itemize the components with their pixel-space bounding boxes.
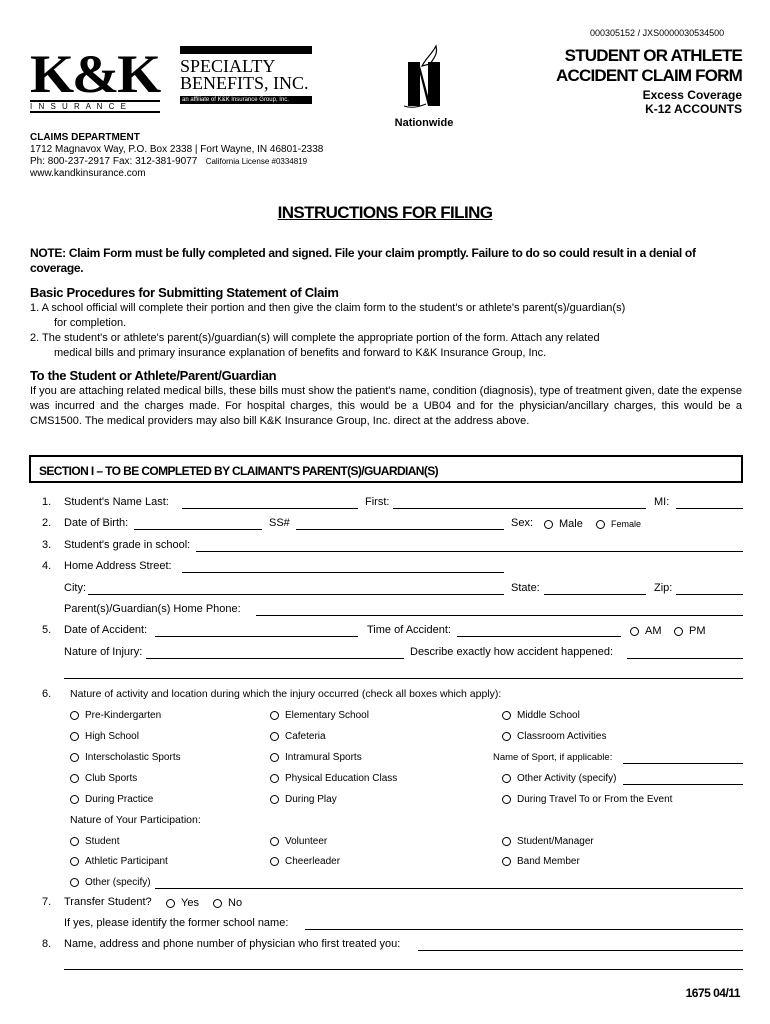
checkbox-elementary-school[interactable]: Elementary School	[270, 710, 369, 721]
other-participation-field[interactable]	[155, 888, 743, 889]
dob-field[interactable]	[134, 529, 262, 530]
transfer-yes-radio[interactable]: Yes	[166, 897, 199, 909]
zip-label: Zip:	[654, 582, 673, 594]
middle-initial-label: MI:	[654, 496, 670, 508]
note-text: NOTE: Claim Form must be fully completed and signed. File your claim promptly. Failure to do so could result in a denial of coverage.	[30, 246, 696, 275]
radio-circle-icon	[70, 878, 79, 887]
radio-circle-icon	[166, 899, 175, 908]
participation-label: Nature of Your Participation:	[70, 814, 201, 826]
nature-of-injury-field[interactable]	[146, 658, 404, 659]
last-name-field[interactable]	[182, 508, 358, 509]
radio-circle-icon	[502, 795, 511, 804]
nationwide-eagle-icon	[396, 44, 452, 114]
ssn-field[interactable]	[296, 529, 504, 530]
to-student-text: If you are attaching related medical bills, these bills must show the patient's name, condition (diagnosis), type of treatment given, date the expense was incurred and the charges made. For hospital charges, this would be a UB04 and for the physician/ancillary charges, this would be a CMS1500. The medical providers may also bill K&K Insurance Group, Inc. direct at the address above.	[30, 385, 742, 427]
am-radio[interactable]: AM	[630, 625, 662, 637]
radio-circle-icon	[270, 774, 279, 783]
section-1-header: SECTION I – TO BE COMPLETED BY CLAIMANT'S PARENT(S)/GUARDIAN(S)	[29, 455, 743, 483]
basic-procedures-heading: Basic Procedures for Submitting Statement of Claim	[30, 285, 339, 300]
radio-circle-icon	[674, 627, 683, 636]
home-phone-field[interactable]	[256, 615, 743, 616]
radio-circle-icon	[270, 711, 279, 720]
transfer-no-radio[interactable]: No	[213, 897, 242, 909]
checkbox-student-manager[interactable]: Student/Manager	[502, 836, 594, 847]
date-of-accident-label: Date of Accident:	[64, 624, 148, 636]
checkbox-cafeteria[interactable]: Cafeteria	[270, 731, 326, 742]
radio-circle-icon	[70, 795, 79, 804]
checkbox-club-sports[interactable]: Club Sports	[70, 773, 137, 784]
former-school-field[interactable]	[305, 929, 743, 930]
radio-circle-icon	[213, 899, 222, 908]
checkbox-other-participation[interactable]: Other (specify)	[70, 877, 151, 888]
checkbox-intramural-sports[interactable]: Intramural Sports	[270, 752, 362, 763]
radio-circle-icon	[502, 774, 511, 783]
checkbox-during-practice[interactable]: During Practice	[70, 794, 153, 805]
field-number: 7.	[42, 896, 52, 908]
radio-circle-icon	[270, 732, 279, 741]
date-of-accident-field[interactable]	[155, 636, 358, 637]
radio-circle-icon	[630, 627, 639, 636]
checkbox-classroom-activities[interactable]: Classroom Activities	[502, 731, 606, 742]
procedure-item-2-cont: medical bills and primary insurance explanation of benefits and forward to K&K Insurance Group, Inc.	[54, 347, 547, 359]
checkbox-during-play[interactable]: During Play	[270, 794, 337, 805]
sport-name-label: Name of Sport, if applicable:	[493, 752, 613, 763]
to-student-heading: To the Student or Athlete/Parent/Guardian	[30, 368, 277, 383]
field-number: 5.	[42, 624, 52, 636]
checkbox-volunteer[interactable]: Volunteer	[270, 836, 327, 847]
describe-accident-field-2[interactable]	[64, 678, 743, 679]
grade-label: Student's grade in school:	[64, 539, 191, 551]
sex-label: Sex:	[511, 517, 534, 529]
checkbox-interscholastic-sports[interactable]: Interscholastic Sports	[70, 752, 181, 763]
checkbox-athletic-participant[interactable]: Athletic Participant	[70, 856, 168, 867]
form-code: 1675 04/11	[685, 986, 740, 1000]
grade-field[interactable]	[196, 551, 743, 552]
radio-circle-icon	[70, 711, 79, 720]
procedure-item-2: 2. The student's or athlete's parent(s)/guardian(s) will complete the appropriate portion of the form. Attach any related	[30, 332, 600, 344]
checkbox-physical-education[interactable]: Physical Education Class	[270, 773, 397, 784]
checkbox-pre-kindergarten[interactable]: Pre-Kindergarten	[70, 710, 161, 721]
transfer-student-label: Transfer Student?	[64, 896, 152, 908]
first-name-field[interactable]	[393, 508, 646, 509]
last-name-label: Student's Name Last:	[64, 496, 169, 508]
describe-accident-field[interactable]	[627, 658, 743, 659]
checkbox-other-activity[interactable]: Other Activity (specify)	[502, 773, 616, 784]
street-field[interactable]	[182, 572, 504, 573]
kk-logo: K&K I N S U R A N C E	[30, 44, 160, 111]
claims-department-info: CLAIMS DEPARTMENT 1712 Magnavox Way, P.O. Box 2338 | Fort Wayne, IN 46801-2338 Ph: 800-237-2917 Fax: 312-381-9077 California License #0334819 www.kandkinsurance.com	[30, 132, 324, 179]
radio-circle-icon	[270, 837, 279, 846]
radio-circle-icon	[70, 774, 79, 783]
first-name-label: First:	[365, 496, 390, 508]
specialty-benefits-logo: SPECIALTY BENEFITS, INC. an affiliate of K&K Insurance Group, Inc.	[180, 46, 312, 104]
field-number: 6.	[42, 688, 52, 700]
radio-circle-icon	[502, 837, 511, 846]
checkbox-high-school[interactable]: High School	[70, 731, 139, 742]
state-field[interactable]	[544, 594, 646, 595]
radio-circle-icon	[70, 732, 79, 741]
procedure-item-1: 1. A school official will complete their portion and then give the claim form to the student's or athlete's parent(s)/guardian(s)	[30, 302, 626, 314]
field-number: 2.	[42, 517, 52, 529]
physician-field-2[interactable]	[64, 969, 743, 970]
procedure-item-1-cont: for completion.	[54, 317, 127, 329]
physician-field[interactable]	[418, 950, 743, 951]
radio-circle-icon	[544, 520, 553, 529]
radio-circle-icon	[270, 857, 279, 866]
radio-circle-icon	[596, 520, 605, 529]
home-phone-label: Parent(s)/Guardian(s) Home Phone:	[64, 603, 241, 615]
city-field[interactable]	[88, 594, 504, 595]
field-number: 1.	[42, 496, 52, 508]
field-number: 3.	[42, 539, 52, 551]
radio-circle-icon	[502, 711, 511, 720]
state-label: State:	[511, 582, 540, 594]
radio-circle-icon	[270, 753, 279, 762]
field-number: 8.	[42, 938, 52, 950]
former-school-label: If yes, please identify the former school name:	[64, 917, 289, 929]
dob-label: Date of Birth:	[64, 517, 129, 529]
checkbox-cheerleader[interactable]: Cheerleader	[270, 856, 340, 867]
radio-circle-icon	[70, 837, 79, 846]
instructions-title: INSTRUCTIONS FOR FILING	[277, 203, 493, 222]
radio-circle-icon	[502, 857, 511, 866]
radio-circle-icon	[70, 857, 79, 866]
field-number: 4.	[42, 560, 52, 572]
street-label: Home Address Street:	[64, 560, 172, 572]
describe-accident-label: Describe exactly how accident happened:	[410, 646, 614, 658]
ssn-label: SS#	[269, 517, 290, 529]
sport-name-field[interactable]	[623, 763, 743, 764]
physician-label: Name, address and phone number of physician who first treated you:	[64, 938, 401, 950]
radio-circle-icon	[270, 795, 279, 804]
basic-procedures-list	[30, 301, 742, 361]
female-radio[interactable]: Female	[596, 519, 641, 529]
pm-radio[interactable]: PM	[674, 625, 706, 637]
male-radio[interactable]: Male	[544, 518, 583, 530]
time-of-accident-field[interactable]	[457, 636, 621, 637]
checkbox-band-member[interactable]: Band Member	[502, 856, 580, 867]
checkbox-student[interactable]: Student	[70, 836, 119, 847]
time-of-accident-label: Time of Accident:	[367, 624, 451, 636]
document-id: 000305152 / JXS0000030534500	[590, 28, 725, 38]
radio-circle-icon	[502, 732, 511, 741]
other-activity-field[interactable]	[623, 784, 743, 785]
nature-of-injury-label: Nature of Injury:	[64, 646, 143, 658]
radio-circle-icon	[70, 753, 79, 762]
nationwide-logo: Nationwide	[386, 44, 462, 129]
middle-initial-field[interactable]	[676, 508, 743, 509]
zip-field[interactable]	[676, 594, 743, 595]
activity-label: Nature of activity and location during which the injury occurred (check all boxes which apply):	[70, 688, 502, 700]
checkbox-middle-school[interactable]: Middle School	[502, 710, 580, 721]
city-label: City:	[64, 582, 86, 594]
checkbox-during-travel[interactable]: During Travel To or From the Event	[502, 794, 672, 805]
form-title: STUDENT OR ATHLETE ACCIDENT CLAIM FORM Excess Coverage K-12 ACCOUNTS	[556, 46, 742, 116]
